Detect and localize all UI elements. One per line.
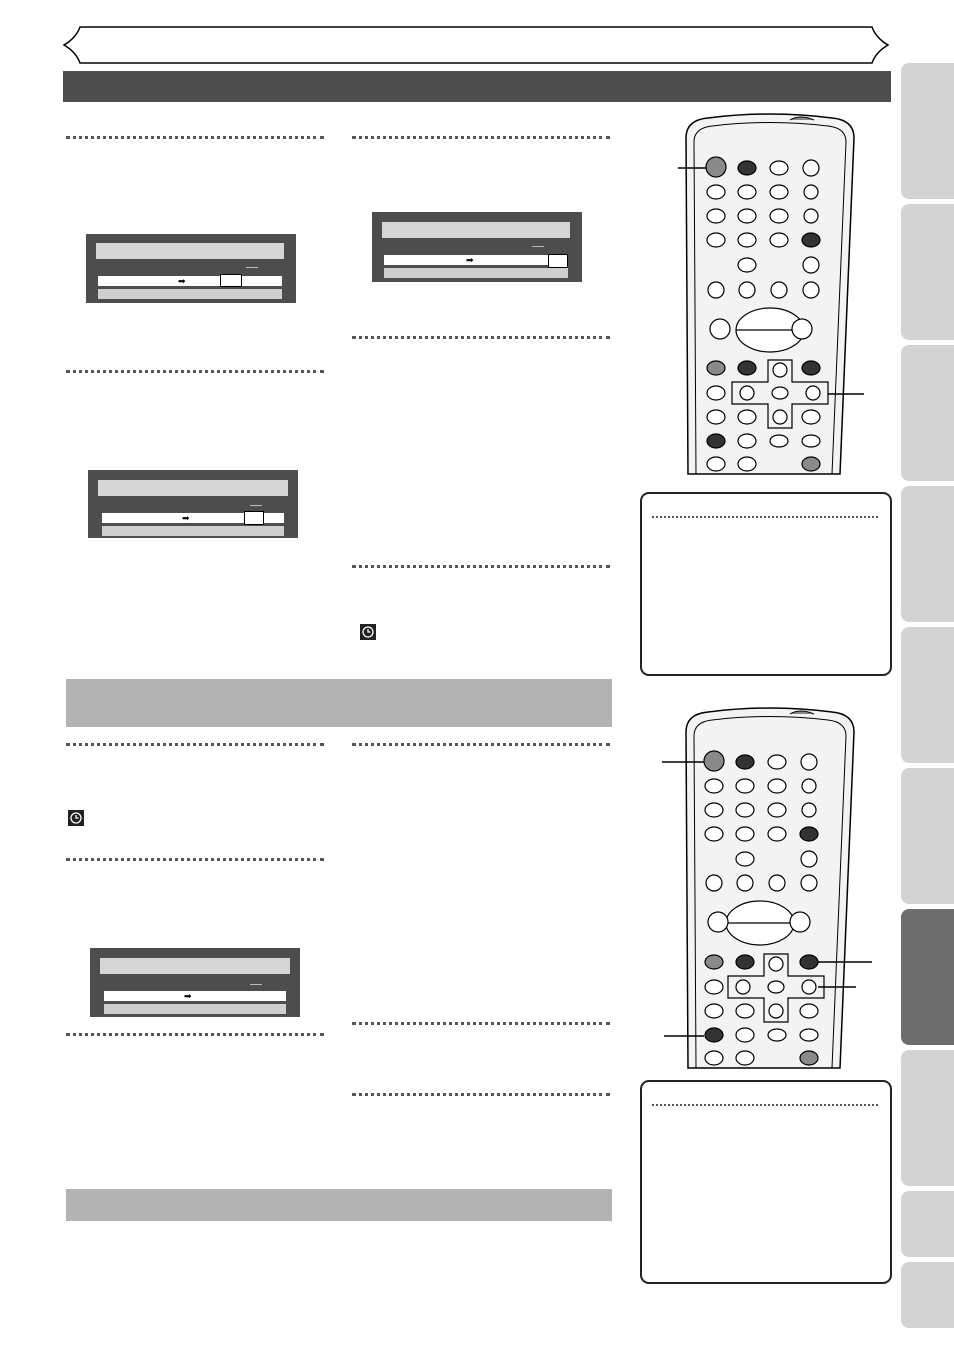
page-title: [100, 34, 850, 54]
right-arrow-icon: ➡: [182, 513, 190, 523]
side-tab-8[interactable]: [901, 1050, 954, 1186]
note-box: [640, 492, 892, 676]
step-divider: [352, 1022, 610, 1025]
step-divider: [66, 1033, 324, 1036]
side-tab-10[interactable]: [901, 1262, 954, 1328]
note-divider: [652, 1104, 878, 1106]
remote-control-illustration: [650, 706, 890, 1071]
menu-footer-row: [102, 526, 284, 536]
menu-title-bar: [382, 222, 570, 238]
side-tab-5[interactable]: [901, 627, 954, 763]
clock-icon: [360, 624, 376, 640]
menu-screen: [86, 234, 296, 303]
menu-title-bar: [98, 480, 288, 496]
side-tab-1[interactable]: [901, 63, 954, 199]
menu-title-bar: [96, 243, 284, 259]
step-divider: [66, 136, 324, 139]
step-divider: [352, 1093, 610, 1096]
menu-selected-row: [104, 991, 286, 1001]
step-divider: [66, 370, 324, 373]
menu-selected-row: [384, 255, 568, 265]
menu-screen: [88, 470, 298, 538]
menu-selected-row: [98, 276, 282, 286]
menu-value-box: [244, 511, 264, 525]
right-arrow-icon: ➡: [184, 991, 192, 1001]
side-tab-9[interactable]: [901, 1191, 954, 1257]
right-arrow-icon: ➡: [178, 276, 186, 286]
menu-value-box: [548, 254, 568, 268]
note-box: [640, 1080, 892, 1284]
menu-footer-row: [384, 268, 568, 278]
side-tab-6[interactable]: [901, 768, 954, 904]
clock-icon: [68, 810, 84, 826]
step-divider: [352, 743, 610, 746]
note-divider: [652, 516, 878, 518]
side-tab-3[interactable]: [901, 345, 954, 481]
right-arrow-icon: ➡: [466, 255, 474, 265]
menu-value-box: [220, 274, 242, 287]
section-header-bar: [63, 71, 891, 102]
remote-control-illustration: [650, 112, 890, 477]
step-divider: [352, 336, 610, 339]
step-divider: [66, 743, 324, 746]
menu-screen: [372, 212, 582, 282]
step-divider: [352, 565, 610, 568]
side-tab-7-active[interactable]: [901, 909, 954, 1045]
step-divider: [352, 136, 610, 139]
menu-screen: [90, 948, 300, 1017]
section-heading-bar: [66, 1189, 612, 1221]
menu-footer-row: [98, 289, 282, 299]
menu-footer-row: [104, 1004, 286, 1014]
side-tab-4[interactable]: [901, 486, 954, 622]
section-heading-bar: [66, 679, 612, 727]
side-tab-2[interactable]: [901, 204, 954, 340]
step-divider: [66, 858, 324, 861]
menu-title-bar: [100, 958, 290, 974]
